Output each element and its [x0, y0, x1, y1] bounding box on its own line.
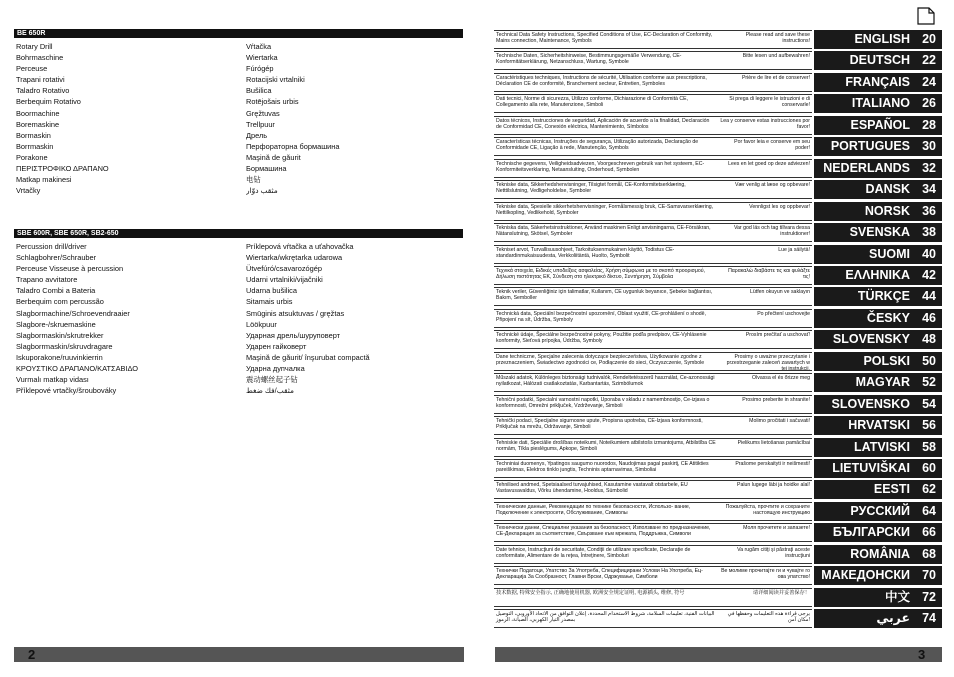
language-row[interactable]	[494, 437, 942, 458]
language-row[interactable]	[494, 158, 942, 179]
product-name-left: Perceuse	[16, 64, 48, 74]
product-name-left: Slagbormaskin/skrutrekker	[16, 330, 104, 340]
language-row[interactable]	[494, 351, 942, 372]
language-description-box	[494, 266, 812, 285]
language-contents: Teknik veriler, Güvenliğiniz için talimatlar, Kullanım, CE uygunluk beyanıce, Şebeke bağlantısı, Bakım, Semboller	[496, 289, 713, 302]
language-tab[interactable]	[814, 73, 942, 92]
language-page-number: 56	[922, 418, 936, 433]
language-page-number: 22	[922, 53, 936, 68]
language-description-box	[494, 94, 812, 113]
language-contents: Technical Data Safety Instructions, Specified Conditions of Use, EC-Declaration of Conformity, Mains connection, Maintenance, Symbols	[496, 32, 713, 44]
language-read-note: Prosimy o uważne przeczytanie i przestrzeganie zaleceń zawartych w tej instrukcji.	[726, 353, 810, 370]
product-name-right: Udarna bušilica	[246, 286, 297, 296]
language-name: عربي	[876, 611, 910, 626]
product-name-row	[16, 163, 465, 174]
product-names-be650r	[16, 41, 465, 196]
language-page-number: 62	[922, 482, 936, 497]
language-contents: Tehnični podatki, Specialni varnostni napotki, Uporaba v skladu z namembnostjo, Ce-izjava o konformnosti, Omrežni priključek, Vzdrževanje, Simboli	[496, 396, 710, 409]
language-description-box	[494, 459, 812, 478]
language-description-box	[494, 180, 812, 199]
language-description-box	[494, 352, 812, 371]
language-description-box	[494, 438, 812, 457]
language-read-note: Пожалуйста, прочтите и сохраните настоящую инструкцию	[725, 503, 810, 516]
language-read-note: Prašome perskaityti ir neišmesti!	[735, 461, 810, 467]
language-row[interactable]	[494, 179, 942, 200]
language-name: HRVATSKI	[848, 418, 910, 433]
language-page-number: 68	[922, 546, 936, 561]
product-name-left: Berbequim com percussão	[16, 297, 104, 307]
language-name: РУССКИЙ	[850, 503, 910, 518]
language-read-note: Prosím prečítať a uschovať!	[745, 332, 810, 339]
language-description-box	[494, 523, 812, 542]
language-description-box	[494, 116, 812, 135]
language-page-number: 50	[922, 353, 936, 368]
product-name-left: Trapani rotativi	[16, 75, 65, 85]
product-name-row	[16, 352, 465, 363]
product-name-left: Bohrmaschine	[16, 53, 64, 63]
product-name-row	[16, 174, 465, 185]
language-tab[interactable]	[814, 502, 942, 521]
language-read-note: Vær venlig at læse og opbevare!	[735, 182, 810, 189]
language-page-number: 48	[922, 332, 936, 347]
product-name-right: Бормашина	[246, 164, 287, 174]
language-tab[interactable]	[814, 266, 942, 285]
language-page-number: 26	[922, 96, 936, 111]
language-description-box	[494, 373, 812, 392]
language-name: ESPAÑOL	[850, 117, 910, 132]
product-name-right: Maşină de găurit	[246, 152, 301, 162]
language-read-note: Palun lugege läbi ja hoidke alal!	[737, 482, 810, 489]
product-name-right: Ударная дрель/шуруповерт	[246, 330, 341, 340]
language-description-box	[494, 51, 812, 70]
language-page-number: 38	[922, 225, 936, 240]
product-name-right: Перфораторна бормашина	[246, 141, 340, 151]
language-page-number: 24	[922, 74, 936, 89]
footer-bar	[495, 647, 942, 662]
language-read-note: Prosimo preberite in shranite!	[742, 396, 810, 403]
language-row[interactable]	[494, 565, 942, 586]
language-name: DANSK	[865, 182, 910, 197]
product-name-right: Löökpuur	[246, 319, 277, 329]
language-row[interactable]	[494, 265, 942, 286]
language-tab[interactable]	[814, 30, 942, 49]
language-row[interactable]	[494, 544, 942, 565]
product-name-row	[16, 63, 465, 74]
language-row[interactable]	[494, 201, 942, 222]
language-page-number: 42	[922, 267, 936, 282]
product-name-right: Ütvefúró/csavarozógép	[246, 264, 322, 274]
product-name-row	[16, 341, 465, 352]
product-name-left: Borrmaskin	[16, 141, 54, 151]
language-contents: البيانات الفنية، تعليمات السلامة، شروط الاستخدام المحددة، إعلان التوافق من الاتحاد الأوروبي، التوصيل بمصدر التيار الكهربي، الصيانة، الرموز	[496, 611, 715, 624]
language-tab[interactable]	[814, 566, 942, 585]
language-row[interactable]	[494, 587, 942, 608]
product-name-row	[16, 74, 465, 85]
language-tab[interactable]	[814, 137, 942, 156]
language-tab[interactable]	[814, 609, 942, 628]
language-name: MAGYAR	[855, 375, 910, 390]
language-name: LIETUVIŠKAI	[832, 461, 910, 475]
language-name: ENGLISH	[854, 32, 910, 46]
language-description-box	[494, 245, 812, 264]
language-page-number: 72	[922, 589, 936, 604]
language-read-note: Pielikums lietošanas pamācībai	[737, 439, 810, 446]
language-tab[interactable]	[814, 459, 942, 478]
product-name-left: Schlagbohrer/Schrauber	[16, 253, 97, 263]
product-name-row	[16, 252, 465, 263]
language-contents: Tehniskie dati, Speciālie drošības noteikumi, Noteikumiem atbilstošs izmantojums, Atbilstība CE normām, Tīkla pieslēgums, Apkope, Simboli	[496, 439, 716, 452]
product-name-row	[16, 96, 465, 107]
language-read-note: Vennligst les og oppbevar!	[749, 203, 810, 210]
language-row[interactable]	[494, 329, 942, 350]
product-name-left: Boremaskine	[16, 119, 60, 129]
language-contents: Tekniske data, Sikkerhedshenvisninger, Tilsigtet formål, CE-Konformitetserklæring, Netttilslutning, Vedligeholdelse, Symboler	[496, 182, 686, 195]
product-name-left: Perceuse Visseuse à percussion	[16, 264, 124, 274]
product-name-left: Iskuporakone/ruuvinkierrin	[16, 352, 103, 362]
language-row[interactable]	[494, 50, 942, 71]
product-name-right: Sitamais urbis	[246, 297, 293, 307]
document-page-icon	[917, 7, 935, 25]
product-name-right: 电钻	[246, 175, 261, 185]
product-name-right: Rotējošais urbis	[246, 97, 299, 107]
language-contents: Technická data, Speciální bezpečnostní upozornění, Oblast využití, CE-prohlášení o shodě, Připojení na sít, Údržba, Symboly	[496, 310, 706, 323]
product-name-right: Bušilica	[246, 86, 272, 96]
language-contents: Tekniska data, Säkerhetsinstruktioner, Använd maskinen Enligt anvisningarna, CE-Försäkran, Nätanslutning, Skötsel, Symboler	[496, 225, 711, 238]
language-tab[interactable]	[814, 202, 942, 221]
product-name-right: مثقب/فك ضغط	[246, 386, 294, 396]
language-read-note: Lütfen okuyun ve saklayın	[750, 289, 810, 296]
section-heading-be650r: BE 650R	[14, 29, 463, 38]
language-description-box	[494, 137, 812, 156]
product-name-row	[16, 185, 465, 196]
product-name-row	[16, 274, 465, 285]
language-description-box	[494, 159, 812, 178]
language-row[interactable]	[494, 29, 942, 50]
product-name-row	[16, 241, 465, 252]
language-row[interactable]	[494, 394, 942, 415]
language-description-box	[494, 545, 812, 564]
language-contents: Technische gegevens, Veiligheidsadviezen, Voorgeschreven gebruik van het systeem, EC-Konformiteitsverklaring, Netaansluiting, Onderhoud, Symbolen	[496, 160, 705, 173]
language-tab[interactable]	[814, 94, 942, 113]
language-page-number: 32	[922, 160, 936, 175]
product-name-row	[16, 152, 465, 163]
product-name-row	[16, 374, 465, 385]
product-names-sbe	[16, 241, 465, 396]
product-name-left: Vurmalı matkap vidası	[16, 375, 89, 385]
product-name-row	[16, 130, 465, 141]
product-name-left: Matkap makinesi	[16, 175, 72, 185]
language-page-number: 30	[922, 139, 936, 154]
product-name-row	[16, 296, 465, 307]
language-name: ΕΛΛΗΝΙΚΑ	[845, 267, 910, 282]
language-description-box	[494, 202, 812, 221]
language-contents: Műszaki adatok, Különleges biztonsági tudnivalók, Rendeltetésszerű használat, Ce-azonossági nyilatkozat, Hálózati csatlakoztatás, Karbantartás, Szimbólumok	[496, 375, 715, 388]
language-name: МАКЕДОНСКИ	[821, 568, 910, 583]
language-contents: Date tehnice, Instrucţiuni de securitate, Condiţii de utilizare specificate, Declaraţie de conformitate, Alimentare de la reţea, Întreţinere, Simboluri	[496, 546, 691, 559]
language-read-note: Please read and save these instructions!	[745, 32, 810, 44]
language-description-box	[494, 566, 812, 585]
language-page-number: 70	[922, 568, 936, 583]
language-row[interactable]	[494, 522, 942, 543]
product-name-left: Slagbormachine/Schroevendraaier	[16, 308, 130, 318]
language-read-note: Ве молиме прочитајте ги и чувајте го ова упатство!	[721, 568, 810, 581]
product-name-left: ΚΡΟΥΣΤΙΚΟ ΔΡΑΠΑΝΟ/ΚΑΤΣΑΒΙΔΟ	[16, 364, 139, 374]
language-row[interactable]	[494, 479, 942, 500]
language-tab[interactable]	[814, 51, 942, 70]
language-page-number: 52	[922, 375, 936, 390]
language-description-box	[494, 309, 812, 328]
language-description-box	[494, 416, 812, 435]
product-name-right: Smūginis atsuktuvas / gręžtas	[246, 308, 345, 318]
product-name-row	[16, 85, 465, 96]
language-name: NEDERLANDS	[823, 160, 910, 175]
product-name-right: Ударна дупчалка	[246, 364, 305, 374]
product-name-left: Příklepové vrtačky/šroubováky	[16, 386, 117, 396]
language-tab[interactable]	[814, 480, 942, 499]
language-name: FRANÇAIS	[845, 74, 910, 89]
language-row[interactable]	[494, 72, 942, 93]
product-name-left: Vrtačky	[16, 186, 41, 196]
language-read-note: Var god läs och tag tillvara dessa instruktioner!	[733, 225, 810, 238]
product-name-left: Boormachine	[16, 108, 60, 118]
language-description-box	[494, 73, 812, 92]
language-description-box	[494, 480, 812, 499]
language-page-number: 40	[922, 246, 936, 261]
language-read-note: Παρακαλώ διαβάστε τις και φυλάξτε τις!	[728, 267, 810, 280]
language-read-note: يرجى قراءة هذه التعليمات وحفظها في مكان آمن!	[727, 611, 810, 624]
product-name-right: Maşină de găurit/ înşurubat compactă	[246, 352, 370, 362]
language-tab[interactable]	[814, 416, 942, 435]
language-description-box	[494, 588, 812, 607]
product-name-right: Gręžtuvas	[246, 108, 280, 118]
language-page-number: 60	[922, 461, 936, 475]
language-page-number: 54	[922, 396, 936, 411]
product-name-right: Vŕtačka	[246, 42, 272, 51]
language-description-box	[494, 287, 812, 306]
language-contents: Dane techniczne, Specjalne zalecenia dotyczące bezpieczeństwa, Użytkowanie zgodne z przeznaczeniem, Świadectwo zgodności ce, Podłączenie do sieci, Oczyszczenie, Symbole	[496, 353, 705, 366]
product-name-right: 震动螺丝起子钻	[246, 375, 298, 385]
language-row[interactable]	[494, 501, 942, 522]
language-name: PORTUGUES	[830, 139, 910, 154]
language-page-number: 66	[922, 525, 936, 540]
product-name-right: Дрель	[246, 130, 268, 140]
language-name: TÜRKÇE	[857, 289, 910, 304]
product-name-left: Taladro Rotativo	[16, 86, 70, 96]
language-description-box	[494, 223, 812, 242]
product-name-row	[16, 41, 465, 52]
product-name-right: Trellpuur	[246, 119, 275, 129]
language-contents: Dati tecnici, Norme di sicurezza, Utilizzo conforme, Dichiarazione di Conformità CE, Collegamento alla rete, Manutenzione, Simboli	[496, 96, 689, 109]
product-name-row	[16, 330, 465, 341]
language-tab[interactable]	[814, 116, 942, 135]
language-contents: Τεχνικά στοιχεία, Ειδικές υποδείξεις ασφαλείας, Χρήση σύμφωνα με το σκοπό προορισμού, Δήλωση πιστότητας ΕΚ, Σύνδεση στο ηλεκτρικό δίκτυο, Συντήρηση, Σύμβολα	[496, 267, 705, 280]
language-page-number: 28	[922, 117, 936, 132]
language-contents: Tekniset arvot, Turvallisuusohjeet, Tarkoituksenmukainen käyttö, Todistus CE-standardinmukaisuudesta, Verkkoliitäntä, Huolto, Symbolit	[496, 246, 675, 259]
language-name: LATVISKI	[853, 439, 910, 454]
page-number: 3	[918, 647, 926, 662]
language-read-note: Por favor leia e conserve em seu poder!	[734, 139, 810, 152]
language-contents: Technische Daten, Sicherheitshinweise, Bestimmungsgemäße Verwendung, CE-Konformitätserklärung, Netzanschluss, Wartung, Symbole	[496, 53, 682, 66]
language-page-number: 46	[922, 310, 936, 325]
language-name: 中文	[884, 589, 910, 604]
product-name-row	[16, 285, 465, 296]
language-contents: Techniniai duomenys, Ypatingos saugumo nuorodos, Naudojimas pagal paskirtį, CE Atitikties pareiškimas, Elektros tinklo jungtis, Techninis aptarnavimas, Simboliai	[496, 461, 709, 473]
language-contents: Características técnicas, Instruções de segurança, Utilização autorizada, Declaração de Conformidade CE, Ligação à rede, Manutenção, Symbols	[496, 139, 699, 152]
language-name: БЪЛГАРСКИ	[832, 525, 910, 540]
product-name-right: Ударен гайковерт	[246, 341, 307, 351]
product-name-right: Príklepová vŕtačka a uťahovačka	[246, 242, 354, 251]
language-page-number: 58	[922, 439, 936, 454]
language-row[interactable]	[494, 244, 942, 265]
language-tab[interactable]	[814, 545, 942, 564]
product-name-left: Berbequim Rotativo	[16, 97, 81, 107]
language-row[interactable]	[494, 415, 942, 436]
product-name-right: Udarni vrtalniki/vijačniki	[246, 275, 323, 285]
product-name-row	[16, 308, 465, 319]
product-name-left: Slagbore-/skruemaskine	[16, 319, 96, 329]
language-tab[interactable]	[814, 438, 942, 457]
language-name: ROMÂNIA	[850, 546, 910, 561]
language-name: ITALIANO	[851, 96, 910, 111]
language-read-note: Prière de lire et de conserver!	[741, 74, 810, 81]
language-contents: Технические данные, Рекомендации по технике безопасности, Использо- вание, Подключение к электросети, Обслуживание, Символы	[496, 503, 691, 516]
language-page-number: 44	[922, 289, 936, 304]
language-read-note: Bitte lesen und aufbewahren!	[742, 53, 810, 60]
language-row[interactable]	[494, 93, 942, 114]
language-tab[interactable]	[814, 352, 942, 371]
product-name-right: Rotacijski vrtalniki	[246, 75, 305, 85]
language-row[interactable]	[494, 308, 942, 329]
product-name-row	[16, 263, 465, 274]
language-contents: Tehnilised andmed, Spetsiaalsed turvajuhised, Kasutamine vastavalt otstarbele, EU Vastavusavaldus, Võrku ühendamine, Hooldus, Sümbolid	[496, 482, 688, 495]
language-tab[interactable]	[814, 159, 942, 178]
language-tab[interactable]	[814, 523, 942, 542]
language-row[interactable]	[494, 222, 942, 243]
product-name-row	[16, 385, 465, 396]
product-name-row	[16, 52, 465, 63]
language-read-note: Olvassa el és őrizze meg	[752, 375, 810, 382]
language-tab[interactable]	[814, 373, 942, 392]
language-contents: Tehnički podaci, Specijalne sigurnosne upute, Propisna upotreba, CE-Izjava konformnosti, Priključak na mrežu, Održavanje, Simboli	[496, 418, 703, 431]
language-name: DEUTSCH	[849, 53, 910, 68]
language-read-note: Моля прочетете и запазете!	[743, 525, 810, 532]
product-name-row	[16, 141, 465, 152]
language-name: ČESKY	[866, 310, 910, 325]
language-name: SUOMI	[869, 246, 910, 261]
language-read-note: Va rugăm citiţi şi păstraţi aceste instrucţiuni	[737, 546, 810, 559]
language-name: EESTI	[873, 482, 910, 497]
language-contents: Datos técnicos, Instrucciones de seguridad, Aplicación de acuerdo a la finalidad, Declaración de Conformidad CE, Conexión eléctrica, Mantenimiento, Símbolos	[496, 117, 710, 130]
product-name-left: Percussion drill/driver	[16, 242, 87, 251]
language-page-number: 36	[922, 203, 936, 218]
language-row[interactable]	[494, 286, 942, 307]
language-description-box	[494, 330, 812, 349]
product-name-left: Rotary Drill	[16, 42, 53, 51]
language-description-box	[494, 502, 812, 521]
product-name-row	[16, 108, 465, 119]
product-name-right: Wiertarka	[246, 53, 278, 63]
language-contents: 技术数据, 特殊安全指示, 正确地使用机器, 欧洲安全规定证明, 电源插头, 维修, 符号	[496, 589, 685, 596]
product-name-left: Porakone	[16, 152, 48, 162]
language-contents: Технически данни, Специални указания за безопасност, Използване по предназначение, CE-Декларация за съответствие, Свързване към мрежата, Поддръжка, Символи	[496, 525, 711, 538]
language-row[interactable]	[494, 115, 942, 136]
product-name-left: ΠΕΡΙΣΤΡΟΦΙΚΟ ΔΡΑΠΑΝΟ	[16, 164, 109, 174]
product-name-left: Bormaskin	[16, 130, 51, 140]
language-tab[interactable]	[814, 180, 942, 199]
language-name: NORSK	[864, 203, 910, 218]
language-row[interactable]	[494, 458, 942, 479]
language-name: POLSKI	[863, 353, 910, 368]
language-row[interactable]	[494, 608, 942, 629]
language-description-box	[494, 395, 812, 414]
language-contents: Tekniske data, Spesielle sikkerhetshenvisninger, Formålsmessig bruk, CE-Samsvarserklæring, Nettilkopling, Vedlikehold, Symboler	[496, 203, 714, 216]
language-name: SLOVENSKY	[832, 332, 910, 347]
product-name-right: Wiertarka/wkrętarka udarowa	[246, 253, 343, 263]
language-description-box	[494, 30, 812, 49]
language-row[interactable]	[494, 372, 942, 393]
product-name-left: Trapano avvitatore	[16, 275, 78, 285]
language-read-note: Lees en let goed op deze adviezen!	[728, 160, 810, 167]
language-contents: Технички Податоци, Упатство За Употреба, Специфицирани Услови На Употреба, Ец-Декларација За Сообразност, Главни Врски, Одржување, Симболи	[496, 568, 703, 581]
language-tab[interactable]	[814, 309, 942, 328]
section-heading-sbe: SBE 600R, SBE 650R, SB2-650	[14, 229, 463, 238]
product-name-row	[16, 119, 465, 130]
product-name-right: Fúrógép	[246, 64, 274, 74]
language-page-number: 20	[922, 32, 936, 46]
language-tab[interactable]	[814, 245, 942, 264]
language-row[interactable]	[494, 136, 942, 157]
language-read-note: Lue ja säilytä!	[778, 246, 810, 253]
language-read-note: Lea y conserve estas instrucciones por favor!	[720, 117, 810, 130]
footer-bar	[14, 647, 464, 662]
language-read-note: Po přečtení uschovejte	[757, 310, 810, 317]
product-name-left: Taladro Combi a Bateria	[16, 286, 96, 296]
language-page-number: 74	[922, 611, 936, 626]
language-contents: Technické údaje, Špeciálne bezpečnostné pokyny, Použitie podľa predpisov, CE-Vyhlásenie konformity, Sieťová prípojka, Údržba, Symboly	[496, 332, 707, 345]
language-tab[interactable]	[814, 330, 942, 349]
product-name-row	[16, 363, 465, 374]
language-read-note: Si prega di leggere le istruzioni e di conservarle!	[729, 96, 810, 109]
language-name: SLOVENSKO	[831, 396, 910, 411]
product-name-row	[16, 319, 465, 330]
language-read-note: 请详细阅读并妥善保存！	[752, 589, 810, 596]
language-page-number: 64	[922, 503, 936, 518]
language-tab[interactable]	[814, 588, 942, 607]
product-name-right: مثقب دوّار	[246, 186, 278, 196]
language-read-note: Molimo pročitati i sačuvati!	[749, 418, 810, 425]
language-contents: Caractéristiques techniques, Instructions de sécurité, Utilisation conforme aux prescriptions, Déclaration CE de conformité, Branchement secteur, Entretien, Symboles	[496, 74, 707, 87]
language-tab[interactable]	[814, 223, 942, 242]
language-tab[interactable]	[814, 395, 942, 414]
language-description-box	[494, 609, 812, 628]
language-name: SVENSKA	[849, 225, 910, 240]
product-name-left: Slagborrmaskin/skruvdragare	[16, 341, 113, 351]
page-number: 2	[28, 647, 36, 662]
language-page-number: 34	[922, 182, 936, 197]
language-tab[interactable]	[814, 287, 942, 306]
